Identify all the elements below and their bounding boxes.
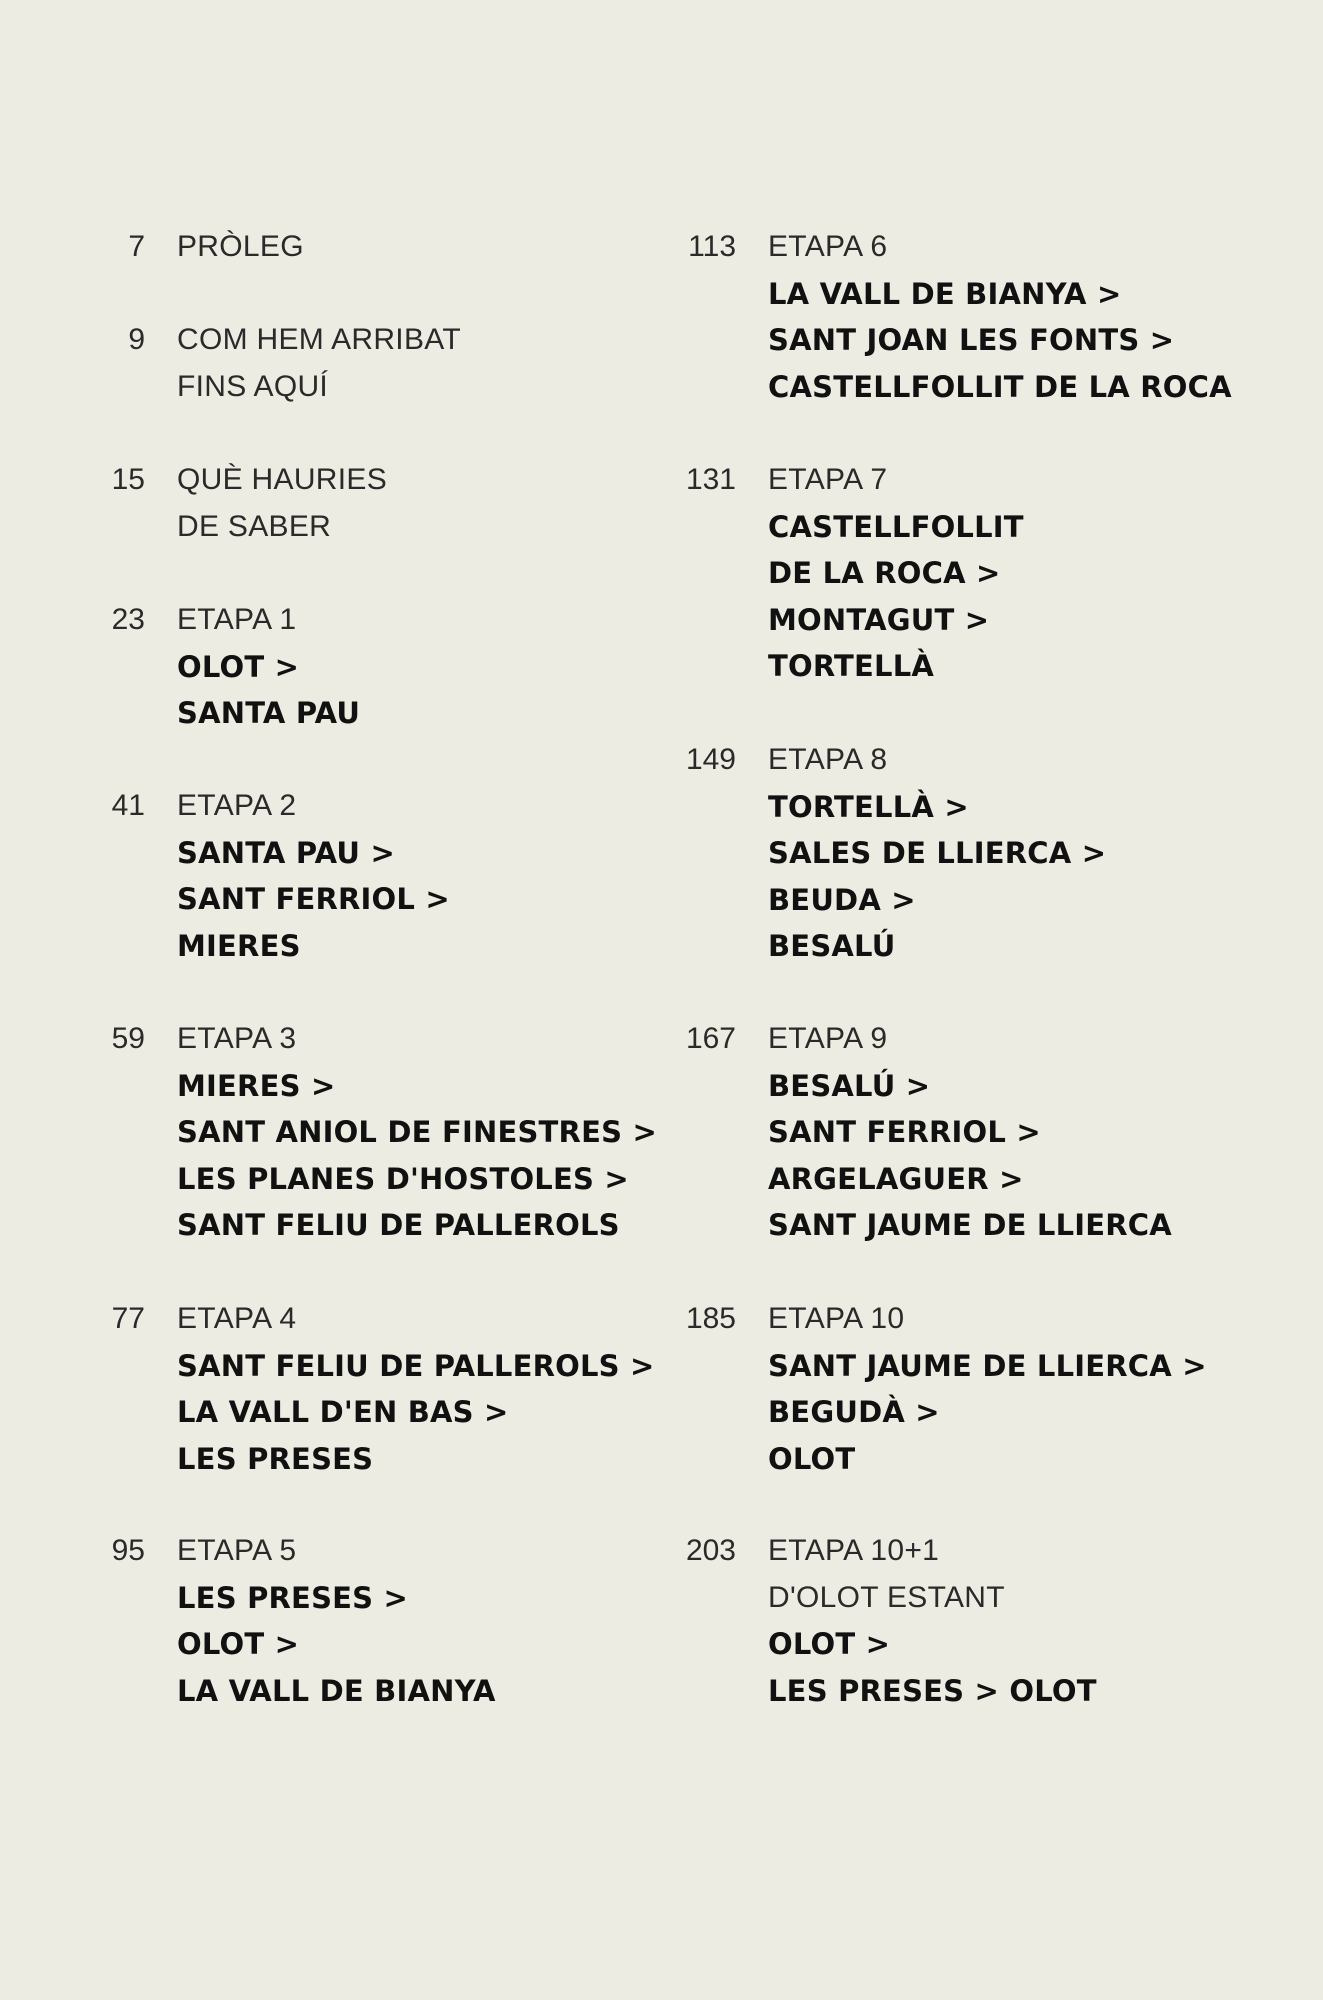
route-place: SANTA PAU bbox=[177, 696, 361, 730]
section-label: QUÈ HAURIES bbox=[177, 463, 388, 496]
route-place: SALES DE LLIERCA > bbox=[768, 836, 1107, 870]
page-number: 149 bbox=[685, 743, 736, 776]
route-place: BEUDA > bbox=[768, 882, 916, 917]
page-number: 41 bbox=[111, 789, 145, 822]
route-place: LES PLANES D'HOSTOLES > bbox=[177, 1161, 629, 1196]
route-place: TORTELLÀ > bbox=[768, 789, 969, 824]
section-label: ETAPA 10+1 bbox=[768, 1534, 940, 1567]
page-number: 23 bbox=[111, 603, 145, 636]
route-place: CASTELLFOLLIT DE LA ROCA bbox=[768, 369, 1232, 404]
section-label: D'OLOT ESTANT bbox=[768, 1580, 1005, 1614]
entry-body bbox=[768, 737, 1106, 970]
entry-body bbox=[768, 1016, 1172, 1249]
route-place: LES PRESES > OLOT bbox=[768, 1673, 1097, 1708]
page-number: 203 bbox=[685, 1534, 736, 1567]
route-place: BESALÚ > bbox=[768, 1068, 931, 1103]
page-number: 9 bbox=[128, 323, 145, 356]
toc-entry[interactable] bbox=[0, 1528, 1097, 1714]
route-place: LA VALL DE BIANYA > bbox=[768, 276, 1122, 311]
page-number: 15 bbox=[111, 463, 145, 496]
route-place: TORTELLÀ bbox=[768, 649, 935, 683]
section-label: ETAPA 2 bbox=[177, 789, 297, 822]
route-place: LA VALL D'EN BAS > bbox=[177, 1395, 509, 1429]
entry-body bbox=[768, 1296, 1207, 1482]
entry-body bbox=[768, 1528, 1097, 1714]
route-place: SANT ANIOL DE FINESTRES > bbox=[177, 1115, 657, 1149]
page-number: 59 bbox=[111, 1022, 145, 1055]
page-number: 131 bbox=[685, 463, 736, 496]
section-label: ETAPA 3 bbox=[177, 1022, 297, 1055]
toc-entry[interactable] bbox=[0, 457, 1024, 690]
route-place: CASTELLFOLLIT bbox=[768, 509, 1024, 544]
section-label: FINS AQUÍ bbox=[177, 369, 329, 403]
page-number: 7 bbox=[128, 230, 145, 263]
route-place: SANT JAUME DE LLIERCA bbox=[768, 1208, 1172, 1242]
section-label: ETAPA 7 bbox=[768, 463, 888, 496]
page-number: 77 bbox=[111, 1302, 145, 1335]
route-place: SANT FELIU DE PALLEROLS > bbox=[177, 1348, 655, 1383]
route-place: MIERES bbox=[177, 928, 301, 963]
section-label: PRÒLEG bbox=[177, 230, 304, 263]
page-number: 185 bbox=[685, 1302, 736, 1335]
route-place: SANT FELIU DE PALLEROLS bbox=[177, 1208, 620, 1242]
route-place: SANT FERRIOL > bbox=[177, 882, 450, 916]
section-label: ETAPA 5 bbox=[177, 1534, 297, 1567]
toc-entry[interactable] bbox=[0, 737, 1106, 970]
route-place: OLOT > bbox=[177, 1627, 300, 1661]
route-place: MIERES > bbox=[177, 1068, 336, 1103]
section-label: DE SABER bbox=[177, 509, 332, 543]
route-place: OLOT bbox=[768, 1441, 856, 1476]
route-place: DE LA ROCA > bbox=[768, 556, 1001, 590]
route-place: SANT FERRIOL > bbox=[768, 1115, 1041, 1149]
route-place: ARGELAGUER > bbox=[768, 1161, 1024, 1196]
section-label: ETAPA 6 bbox=[768, 230, 888, 263]
route-place: SANT JOAN LES FONTS > bbox=[768, 323, 1175, 357]
section-label: ETAPA 10 bbox=[768, 1302, 905, 1335]
page-number: 113 bbox=[688, 230, 736, 263]
route-place: LA VALL DE BIANYA bbox=[177, 1673, 496, 1708]
route-place: OLOT > bbox=[768, 1627, 891, 1661]
toc-entry[interactable] bbox=[0, 224, 1232, 410]
route-place: SANTA PAU > bbox=[177, 835, 395, 870]
route-place: OLOT > bbox=[177, 649, 300, 684]
entry-body bbox=[768, 224, 1232, 410]
section-label: ETAPA 1 bbox=[177, 603, 297, 636]
route-place: BEGUDÀ > bbox=[768, 1395, 940, 1429]
route-place: SANT JAUME DE LLIERCA > bbox=[768, 1348, 1207, 1383]
route-place: MONTAGUT > bbox=[768, 602, 990, 637]
toc-entry[interactable] bbox=[0, 1016, 1172, 1249]
route-place: LES PRESES > bbox=[177, 1580, 409, 1615]
section-label: ETAPA 8 bbox=[768, 743, 888, 776]
route-place: LES PRESES bbox=[177, 1441, 374, 1476]
section-label: COM HEM ARRIBAT bbox=[177, 323, 461, 356]
toc-entry[interactable] bbox=[0, 1296, 1207, 1482]
section-label: ETAPA 4 bbox=[177, 1302, 297, 1335]
page-number: 95 bbox=[111, 1534, 145, 1567]
route-place: BESALÚ bbox=[768, 929, 896, 963]
page-number: 167 bbox=[685, 1022, 736, 1055]
entry-body bbox=[768, 457, 1024, 690]
section-label: ETAPA 9 bbox=[768, 1022, 888, 1055]
